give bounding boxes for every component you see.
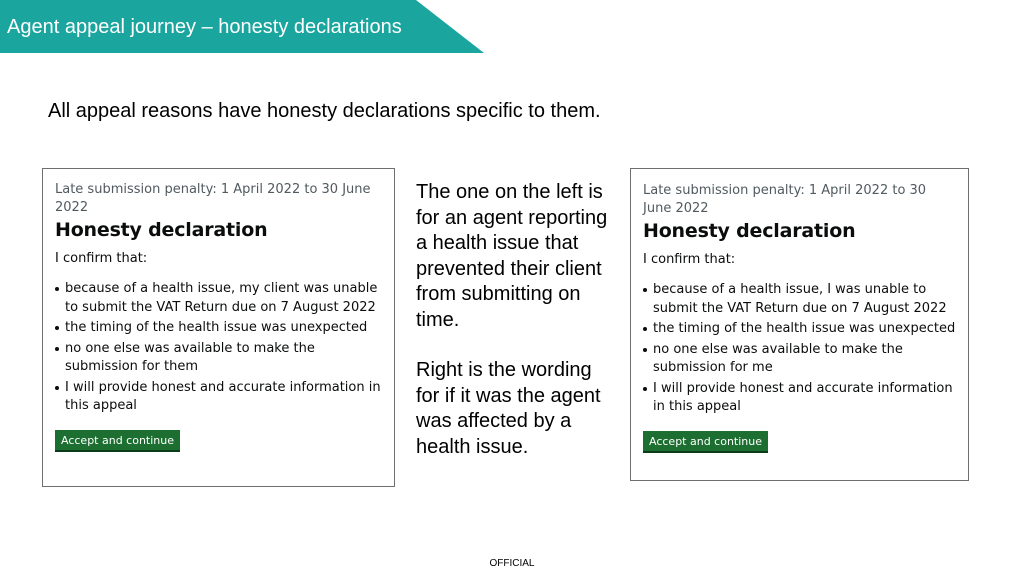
classification-footer: OFFICIAL	[489, 558, 535, 569]
declaration-list	[643, 281, 956, 417]
slide-title: Agent appeal journey – honesty declarations	[7, 16, 402, 38]
note-paragraph: Right is the wording for if it was the agent was affected by a health issue.	[416, 359, 601, 458]
card-caption: Late submission penalty: 1 April 2022 to 30 June 2022	[55, 182, 371, 215]
declaration-item: the timing of the health issue was unexpected	[65, 319, 382, 338]
card-lead: I confirm that:	[55, 251, 148, 266]
declaration-item: no one else was available to make the submission for them	[65, 340, 382, 377]
declaration-item: I will provide honest and accurate information in this appeal	[653, 380, 956, 417]
accept-and-continue-button[interactable]: Accept and continue	[55, 430, 180, 452]
note-paragraph: The one on the left is for an agent reporting a health issue that prevented their client from submitting on time.	[416, 181, 608, 331]
card-heading: Honesty declaration	[643, 220, 856, 242]
honesty-declaration-card-agent	[630, 168, 969, 481]
declaration-item: the timing of the health issue was unexpected	[653, 320, 956, 339]
card-caption: Late submission penalty: 1 April 2022 to 30 June 2022	[643, 183, 927, 216]
title-banner	[0, 0, 484, 53]
explanation-note	[416, 180, 616, 485]
declaration-item: I will provide honest and accurate information in this appeal	[65, 379, 382, 416]
card-lead: I confirm that:	[643, 252, 736, 267]
slide-subtitle: All appeal reasons have honesty declarations specific to them.	[48, 100, 601, 122]
declaration-item: no one else was available to make the submission for me	[653, 341, 956, 378]
card-heading: Honesty declaration	[55, 219, 268, 241]
declaration-item: because of a health issue, I was unable to submit the VAT Return due on 7 August 2022	[653, 281, 956, 318]
declaration-list	[55, 280, 382, 416]
declaration-item: because of a health issue, my client was unable to submit the VAT Return due on 7 August 2022	[65, 280, 382, 317]
accept-and-continue-button[interactable]: Accept and continue	[643, 431, 768, 453]
honesty-declaration-card-client	[42, 168, 395, 487]
